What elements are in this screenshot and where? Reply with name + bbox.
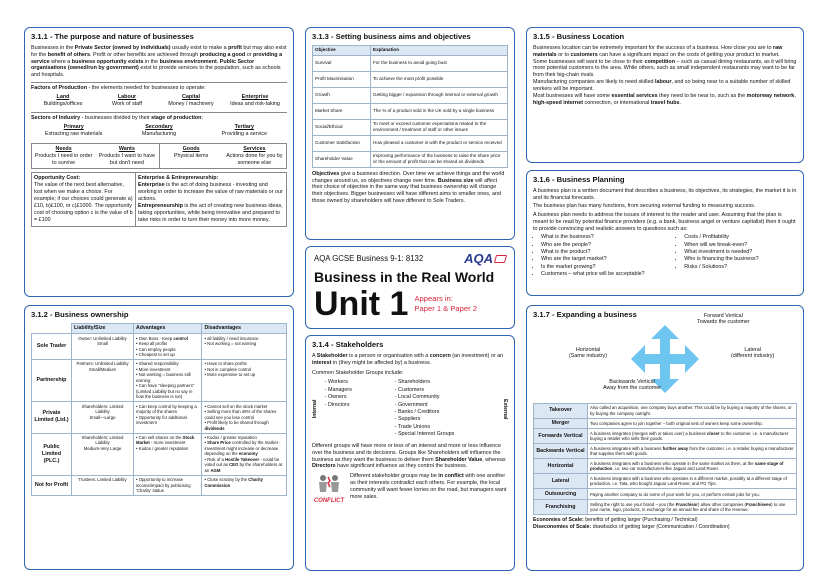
plan-question: • Who is financing the business? xyxy=(684,256,797,263)
panel-title: 3.1.3 - Setting business aims and objectives xyxy=(312,32,471,41)
needs-item xyxy=(95,144,159,169)
objective-row xyxy=(313,55,508,71)
fop-heading: Factors of Production - the elements needed for businesses to operate: xyxy=(31,85,206,92)
expansion-desc: Also called an acquisition, one company buys another. This could be by buying a majority of the shares, or by buying the company outright. xyxy=(588,403,797,418)
plan-questions-right xyxy=(676,234,797,278)
planning-text-1: A business plan is a written document that describes a business, its objectives, its strategies, the market it is in and its financial forecasts. xyxy=(533,187,797,201)
external-list xyxy=(389,379,502,438)
sector-heading: Tertiary xyxy=(234,123,254,130)
panel-title: 3.1.4 - Stakeholders xyxy=(312,340,384,349)
needs-item xyxy=(32,144,95,169)
internal-stakeholder: - Managers xyxy=(324,386,352,393)
objective-explanation: The % of a product sold in the UK sold by a single business xyxy=(371,103,508,119)
intro-text: Businesses in the Private Sector (owned by individuals) usually exist to make a profit but may also exist for the benefit of others. Profit or other benefits are achieved through producing a good or providing a service where a business opportunity exists in the business environment. Public Sector organisations (owned/run by government) exist to provide services to the population, such as schools and hospitals. xyxy=(31,44,287,79)
expansion-type: Outsourcing xyxy=(534,489,588,500)
expansion-row xyxy=(534,489,797,500)
objective-name: Social/Ethical xyxy=(313,119,371,135)
unit-label: Unit 1 xyxy=(314,284,409,323)
disadvantages: • all liability / need insurance • Not working = not earning xyxy=(202,334,287,360)
panel-planning xyxy=(526,170,804,296)
panel-expanding xyxy=(526,305,804,571)
needs-desc: Products I want to have but don't need xyxy=(98,152,156,166)
expansion-table xyxy=(533,403,797,516)
sector-heading: Secondary xyxy=(145,123,173,130)
fop-heading: Capital xyxy=(182,94,200,101)
objective-name: Market Share xyxy=(313,103,371,119)
objective-name: Survival xyxy=(313,55,371,71)
expansion-desc: A business integrates with a business further away from the customer. i.e. a retailer buying a manufacturer that supplies them with goods. xyxy=(588,444,797,459)
panel-title: 3.1.1 - The purpose and nature of businesses xyxy=(31,32,194,41)
course-label: AQA GCSE Business 9-1: 8132 xyxy=(314,254,424,264)
sector-item xyxy=(116,122,201,140)
objective-row xyxy=(313,71,508,87)
disadvantages: • Kudos / greater reputation • Share Price controlled by the market - investment might increase or decrease depending on the economy • Risk of a Hostile Takeover - could be voted out as CEO by the shareholders at an AGM xyxy=(202,433,287,475)
expansion-type: Forwards Vertical xyxy=(534,429,588,444)
stakeholder-intro: A Stakeholder is a person or organisation with a concern (an investment) or an interest in (they might be affected by) a business. xyxy=(312,352,504,366)
objectives-text: Objectives give a business direction. Over time we achieve things and the world changes around us, so objectives change over time. Business size will affect their choice of objective in the same way that business ownership will change their objectives. Bigger businesses will have different aims to smaller ones, and those owned by shareholders will have different to Sole Traders. xyxy=(312,170,505,205)
forward-vertical-label: Forward Vertical Towards the customer xyxy=(697,312,750,326)
expansion-desc: A business integrates with a business who operate in the same market as them, at the same stage of production. i.e. two car manufacturers like Jaguar and Land Rover. xyxy=(588,459,797,474)
external-stakeholder: - Banks / Creditors xyxy=(394,409,440,416)
external-label: External xyxy=(502,398,508,420)
expansion-row xyxy=(534,500,797,515)
expansion-type: Backwards Vertical xyxy=(534,444,588,459)
internal-label: Internal xyxy=(312,399,318,419)
expansion-row xyxy=(534,444,797,459)
sector-item xyxy=(202,122,287,140)
col-header: Objective xyxy=(313,45,371,55)
fop-desc: Money / machinery xyxy=(168,101,214,108)
fop-desc: Buildings/offices xyxy=(43,101,83,108)
plan-question: • Who are the people? xyxy=(541,242,676,249)
objective-name: Customer Satisfaction xyxy=(313,135,371,151)
needs-desc: Actions done for you by someone else xyxy=(226,152,283,166)
expansion-type: Horizontal xyxy=(534,459,588,474)
col-header: Advantages xyxy=(134,323,202,333)
col-header: Disadvantages xyxy=(202,323,287,333)
advantages: • Shared responsibility • More investment • Not working = business still earning • Can have "sleeping partners" (Limited Liability but no say in how the business is run) xyxy=(134,359,202,401)
external-stakeholder: - Special Interest Groups xyxy=(394,431,455,438)
sector-desc: Providing a service xyxy=(221,130,268,137)
expansion-row xyxy=(534,418,797,429)
expansion-desc: Two companies agree to join together – both original sets of owners keep some ownership. xyxy=(588,418,797,429)
objective-explanation: To meet or exceed customer expectations related to the environment / treatment of staff or other issues xyxy=(371,119,508,135)
objective-explanation: How pleased a customer is with the product or service received xyxy=(371,135,508,151)
plan-question: • What investment is needed? xyxy=(684,249,797,256)
needs-wants-row xyxy=(31,143,287,170)
panel-purpose-nature xyxy=(24,27,294,297)
fop-item xyxy=(159,92,223,110)
needs-desc: Products I need in order to survive xyxy=(34,152,93,166)
expansion-type: Lateral xyxy=(534,474,588,489)
internal-stakeholder: - Owners xyxy=(324,394,347,401)
expansion-desc: Paying another company to do some of your work for you, or perform certain jobs for you. xyxy=(588,489,797,500)
objectives-table xyxy=(312,45,508,168)
fop-item xyxy=(223,92,287,110)
ownership-type: Private Limited (Ltd.) xyxy=(32,402,72,433)
sector-desc: Extracting raw materials xyxy=(44,130,103,137)
objective-name: Shareholder Value xyxy=(313,151,371,167)
fop-desc: Work of staff xyxy=(111,101,143,108)
plan-question: • Who are the target market? xyxy=(541,256,676,263)
ownership-row xyxy=(32,402,287,433)
internal-list xyxy=(319,379,389,438)
panel-title: 3.1.2 - Business ownership xyxy=(31,310,129,319)
expansion-type: Merger xyxy=(534,418,588,429)
objective-name: Growth xyxy=(313,87,371,103)
ownership-row xyxy=(32,475,287,495)
expansion-row xyxy=(534,403,797,418)
fop-heading: Labour xyxy=(117,94,137,101)
stakeholder-influence-text: Different groups will have more or less of an interest and more or less influence over the business and its decisions. Groups like Shareholders will influence the business as they want the business to deliver them Shareholder Value, whereas Directors have significant influence as they control the business. xyxy=(312,442,506,470)
expansion-desc: A business integrates (merges with or takes over) a business closer to the customer. i.e. a manufacturer buying a retailer who sells their goods. xyxy=(588,429,797,444)
external-stakeholder: - Shareholders xyxy=(394,379,431,386)
objective-explanation: For the business to avoid going bust xyxy=(371,55,508,71)
plan-question: • What is the business? xyxy=(541,234,676,241)
ownership-type: Sole Trader xyxy=(32,334,72,360)
expansion-row xyxy=(534,474,797,489)
common-groups-label: Common Stakeholder Groups include: xyxy=(312,369,404,376)
needs-heading: Needs xyxy=(55,145,72,152)
panel-title: 3.1.5 - Business Location xyxy=(533,32,625,41)
needs-heading: Goods xyxy=(182,145,200,152)
objective-name: Profit Maximisation xyxy=(313,71,371,87)
sectors-row xyxy=(31,122,287,140)
objective-explanation: Improving performance of the business to raise the share price or the amount of profit that can be shared as dividends xyxy=(371,151,508,167)
panel-location xyxy=(526,27,804,163)
plan-question: • What is the product? xyxy=(541,249,676,256)
needs-item xyxy=(223,144,286,169)
sector-heading: Primary xyxy=(63,123,84,130)
disadvantages: • Have to share profits • Not in complete control • More expensive to set up xyxy=(202,359,287,401)
col-header: Liability/Size xyxy=(72,323,134,333)
plan-question: • Customers – what price will be acceptable? xyxy=(541,271,676,278)
plan-question: • Risks / Solutions? xyxy=(684,264,797,271)
fop-heading: Land xyxy=(56,94,70,101)
external-stakeholder: - Suppliers xyxy=(394,416,421,423)
ownership-type: Partnership xyxy=(32,359,72,401)
location-text: Businesses location can be extremely important for the success of a business. How close you are to raw materials or to customers can have a significant impact on the costs of getting your product to market. Some businesses will want to be close to their competition – such as casual dining restaurants, as it will bring more potential customers to the area. While others, such as small independent restaurants may want to be far from their big-chain rivals. Manufacturing companies are likely to need skilled labour, and so being near to a suitable number of skilled workers will be important. Most businesses will have some essential services they need to be near to, such as the motorway network, high-speed internet connection, or international travel hubs. xyxy=(533,44,797,106)
plan-question: • Is the market growing? xyxy=(541,264,676,271)
plan-question: • When will we break-even? xyxy=(684,242,797,249)
aqa-logo-mark-icon xyxy=(494,255,507,263)
ownership-row xyxy=(32,433,287,475)
expansion-desc: Selling the right to use your brand – you (the Franchisor) allow other companies (Franchisees) to use your name, logo, products, in exchange for an annual fee and share of the revenue. xyxy=(588,500,797,515)
enterprise-box: Enterprise & Entrepreneurship: Enterprise is the act of doing business - investing and working in order to increase the value of raw materials or our actions. Entrepreneurship is the act of creating new business ideas, taking opportunities, while being innovative and prepared to take risks in order to turn their money into more money. xyxy=(138,175,283,223)
internal-stakeholder: - Directors xyxy=(324,401,350,408)
advantages: • Opportunity to increase income/impact by publicising 'Charity' status xyxy=(134,475,202,495)
needs-item xyxy=(160,144,223,169)
external-stakeholder: - Customers xyxy=(394,386,425,393)
liability-size: Shareholders: Limited Liability Medium-Very Large xyxy=(72,433,134,475)
expansion-type: Takeover xyxy=(534,403,588,418)
opportunity-cost: Opportunity Cost: The value of the next best alternative, lost when we make a choice. For example; if our choices could generate a)£10, b)£100, or c)£1000. The opportunity cost of choosing option c is the value of b = £100 xyxy=(32,173,136,225)
expansion-desc: A business integrates with a business who operates in a different market, possibly at a different stage of production. i.e. Tata, who bought Jaguar Land Rover, and PG Tips. xyxy=(588,474,797,489)
plan-question: • Costs / Profitability xyxy=(684,234,797,241)
fop-heading: Enterprise xyxy=(241,94,269,101)
advantages: • Can keep control by keeping a majority of the shares • Opportunity for additional investment xyxy=(134,402,202,433)
expansion-row xyxy=(534,459,797,474)
fop-desc: Ideas and risk-taking xyxy=(230,101,280,108)
panel-title: 3.1.6 - Business Planning xyxy=(533,175,625,184)
conflict-text: Different stakeholder groups may be in conflict with one another as their interests contradict each others. For example, the local community will want fewer lorries on the road, but managers want more sales. xyxy=(350,473,507,501)
internal-stakeholder: - Workers xyxy=(324,379,348,386)
backwards-vertical-label: Backwards Vertical Away from the customer xyxy=(603,378,662,392)
panel-aims-objectives xyxy=(305,27,515,240)
objective-row xyxy=(313,119,508,135)
planning-text-3: A business plan needs to address the issues of interest to the reader and user. Assuming that the plan is meant to be read by potential finance providers (e.g. a bank, business angel or venture capitalist) then it ought to provide convincing and realistic answers to questions such as: xyxy=(533,212,796,233)
diseconomies-of-scale: Diseconomies of Scale: drawbacks of getting larger (Communication / Coordination) xyxy=(533,523,730,530)
ownership-type: Not for Profit xyxy=(32,475,72,495)
external-stakeholder: - Trade Unions xyxy=(394,423,431,430)
external-stakeholder: - Local Community xyxy=(394,394,440,401)
objective-explanation: Getting bigger / expansion through internal or external growth xyxy=(371,87,508,103)
horizontal-label: Horizontal (Same industry) xyxy=(569,346,608,360)
title-banner xyxy=(305,246,515,329)
sector-desc: Manufacturing xyxy=(141,130,177,137)
aqa-logo: AQA xyxy=(464,251,493,266)
ownership-type: Public Limited (PLC.) xyxy=(32,433,72,475)
liability-size: Owner: Unlimited Liability Small xyxy=(72,334,134,360)
conflict-icon: CONFLICT xyxy=(312,473,346,506)
sector-item xyxy=(31,122,116,140)
external-stakeholder: - Government xyxy=(394,401,428,408)
needs-heading: Wants xyxy=(118,145,135,152)
economies-of-scale: Economies of Scale: benefits of getting larger (Purchasing / Technical) xyxy=(533,517,698,524)
sectors-heading: Sectors of Industry - businesses divided by their stage of production: xyxy=(31,114,203,121)
objective-row xyxy=(313,135,508,151)
needs-desc: Physical items xyxy=(173,152,209,159)
lateral-label: Lateral (different industry) xyxy=(731,346,775,360)
fop-item xyxy=(95,92,159,110)
objective-row xyxy=(313,87,508,103)
panel-stakeholders xyxy=(305,335,515,571)
needs-heading: Services xyxy=(243,145,266,152)
objective-row xyxy=(313,151,508,167)
disadvantages: • Close scrutiny by the Charity Commission xyxy=(202,475,287,495)
ownership-row xyxy=(32,359,287,401)
plan-questions-left xyxy=(533,234,676,278)
ownership-table xyxy=(31,323,287,496)
panel-ownership xyxy=(24,305,294,570)
planning-text-2: The business plan has many functions, from securing external funding to measuring success. xyxy=(533,202,756,209)
ownership-row xyxy=(32,334,287,360)
panel-title: 3.1.7 - Expanding a business xyxy=(533,310,637,319)
appears-in: Appears in: Paper 1 & Paper 2 xyxy=(414,293,477,313)
banner-title: Business in the Real World xyxy=(314,268,495,285)
advantages: • Own Boss - Keep control • Keep all profits • Can employ people • Cheapest to set up xyxy=(134,334,202,360)
liability-size: Partners: Unlimited Liability Small/Medium xyxy=(72,359,134,401)
advantages: • Can sell shares on the Stock Market - more investment • Kudos / greater reputation xyxy=(134,433,202,475)
fop-item xyxy=(31,92,95,110)
disadvantages: • Cannot sell on the stock market • Selling more than 49% of the shares could see you lose control • Profit likely to be shared through dividends xyxy=(202,402,287,433)
objective-explanation: To achieve the most profit possible xyxy=(371,71,508,87)
liability-size: Trustees: Limited Liability xyxy=(72,475,134,495)
col-header: Explanation xyxy=(371,45,508,55)
objective-row xyxy=(313,103,508,119)
fop-row xyxy=(31,92,287,110)
expansion-row xyxy=(534,429,797,444)
liability-size: Shareholders: Limited Liability Small—Large xyxy=(72,402,134,433)
expansion-type: Franchising xyxy=(534,500,588,515)
